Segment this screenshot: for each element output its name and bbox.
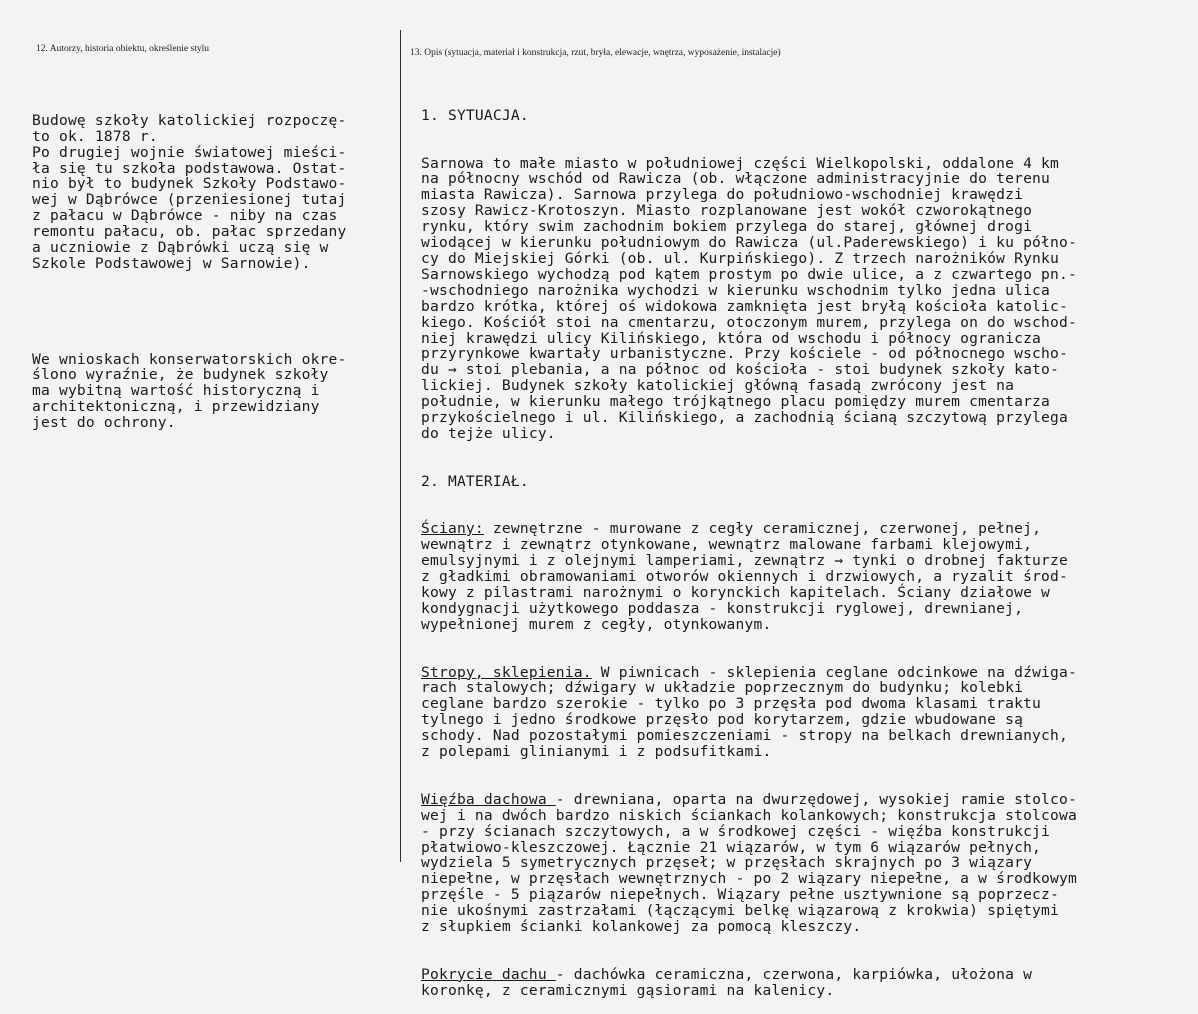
walls-text — [421, 521, 1077, 632]
text-line: kondygnacji użytkowego poddasza - konstrukcji ryglowej, drewnianej, — [421, 599, 1024, 617]
roof-truss-text — [421, 792, 1077, 935]
history-column — [32, 81, 347, 447]
text-line-content: W piwnicach - sklepienia ceglane odcinkowe na dźwiga- — [591, 663, 1078, 681]
description-column — [421, 76, 1077, 1014]
text-line: lickiej. Budynek szkoły katolickiej główną fasadą zwrócony jest na — [421, 377, 1015, 395]
text-line: wej i na dwóch bardzo niskich ściankach kolankowych; konstrukcja stolcowa — [421, 806, 1077, 824]
text-line: We wnioskach konserwatorskich okre- — [32, 350, 347, 368]
text-line: kiego. Kościół stoi na cmentarzu, otoczonym murem, przylega on do wschod- — [421, 313, 1077, 331]
text-line: nie ukośnymi zastrzałami (łączącymi belkę wiązarową z krokwia) spiętymi — [421, 902, 1060, 920]
text-line: wej w Dąbrówce (przeniesionej tutaj — [32, 191, 347, 209]
text-line: do tejże ulicy. — [421, 424, 556, 442]
text-line: wewnątrz i zewnątrz otynkowane, wewnątrz malowane farbami klejowymi, — [421, 536, 1033, 554]
text-line: kowy z pilastrami narożnymi o korynckich kapitelach. Ściany działowe w — [421, 584, 1051, 601]
history-paragraph-1 — [32, 113, 347, 272]
text-line: rach stalowych; dźwigary w układzie poprzecznym do budynku; kolebki — [421, 679, 1024, 697]
text-line-content: - dachówka ceramiczna, czerwona, karpiówka, ułożona w — [555, 965, 1033, 983]
subsection-label: Więźba dachowa — [421, 790, 556, 808]
text-line: to ok. 1878 r. — [32, 127, 158, 145]
text-line: wydziela 5 symetrycznych przęseł; w przęsłach skrajnych po 3 wiązary — [421, 854, 1033, 872]
text-line — [421, 665, 1077, 681]
text-line: przęśle - 5 piązarów niepełnych. Wiązary pełne usztywnione są poprzecz- — [421, 886, 1060, 904]
ceilings-text — [421, 665, 1077, 760]
text-line: ceglane bardzo szerokie - tylko po 3 przęsła pod dwoma klasami traktu — [421, 695, 1042, 713]
text-line: z słupkiem ścianki kolankowej za pomocą kleszczy. — [421, 918, 862, 936]
subsection-label: Ściany: — [421, 520, 484, 538]
text-line — [421, 967, 1077, 983]
column-divider — [400, 30, 401, 862]
text-line — [421, 521, 1077, 537]
text-line: tylnego i jedno środkowe przęsło pod korytarzem, gdzie wbudowane są — [421, 711, 1024, 729]
roofing-text — [421, 967, 1077, 999]
text-line: płatwiowo-kleszczowej. Łącznie 21 wiązarów, w tym 6 wiązarów pełnych, — [421, 838, 1042, 856]
text-line: bardzo krótka, której oś widokowa zamknięta jest bryłą kościoła katolic- — [421, 297, 1069, 315]
text-line-content: zewnętrzne - murowane z cegły ceramicznej, czerwonej, pełnej, — [483, 520, 1042, 538]
text-line — [421, 792, 1077, 808]
text-line: przyrynkowe kwartały urbanistyczne. Przy kościele - od północnego wscho- — [421, 345, 1069, 363]
text-line: architektoniczną, i przewidziany — [32, 398, 320, 416]
text-line: niepełne, w przęsłach wewnętrznych - po 2 wiązary niepełne, a w środkowym — [421, 870, 1077, 888]
text-line: Szkole Podstawowej w Sarnowie). — [32, 254, 311, 272]
text-line-content: - drewniana, oparta na dwurzędowej, wysokiej ramie stolco- — [555, 790, 1077, 808]
situation-text — [421, 156, 1077, 442]
text-line: niej krawędzi ulicy Kilińskiego, która od wschodu i północy ogranicza — [421, 329, 1042, 347]
text-line: Po drugiej wojnie światowej mieści- — [32, 143, 347, 161]
text-line: przykościelnego i ul. Kilińskiego, a zachodnią ścianą szczytową przylega — [421, 409, 1069, 427]
text-line: remontu pałacu, ob. pałac sprzedany — [32, 223, 347, 241]
text-line: Budowę szkoły katolickiej rozpoczę- — [32, 111, 347, 129]
text-line: - przy ścianach szczytowych, a w środkowej części - więźba konstrukcji — [421, 822, 1051, 840]
text-line: -wschodniego narożnika wychodzi w kierunku wschodnim tylko jedna ulica — [421, 281, 1051, 299]
right-field-label: 13. Opis (sytuacja, materiał i konstrukcja, rzut, bryła, elewacje, wnętrza, wyposażenie, instalacje) — [410, 48, 781, 58]
text-line: Sarnowa to małe miasto w południowej części Wielkopolski, oddalone 4 km — [421, 154, 1060, 172]
text-line: południe, w kierunku małego trójkątnego placu pomiędzy murem cmentarza — [421, 393, 1051, 411]
text-line: jest do ochrony. — [32, 414, 176, 432]
text-line: z pałacu w Dąbrówce - niby na czas — [32, 207, 338, 225]
text-line: wypełnionej murem z cegły, otynkowanym. — [421, 615, 772, 633]
subsection-label: Pokrycie dachu — [421, 965, 556, 983]
text-line: emulsyjnymi i z olejnymi lamperiami, zewnątrz → tynki o drobnej fakturze — [421, 552, 1069, 570]
text-line: rynku, który swim zachodnim bokiem przylega do starej, głównej drogi — [421, 218, 1033, 236]
section-heading-situation: 1. SYTUACJA. — [421, 106, 529, 124]
text-line: du → stoi plebania, a na północ od kościoła - stoi budynek szkoły kato- — [421, 361, 1060, 379]
text-line: cy do Miejskiej Górki (ob. ul. Kurpińskiego). Z trzech narożników Rynku — [421, 249, 1060, 267]
history-paragraph-2 — [32, 352, 347, 432]
text-line: ła się tu szkoła podstawowa. Ostat- — [32, 159, 347, 177]
text-line: Sarnowskiego wychodzą pod kątem prostym po dwie ulice, a z czwartego pn.- — [421, 265, 1077, 283]
text-line: z polepami glinianymi i z podsufitkami. — [421, 743, 772, 761]
text-line: szosy Rawicz-Krotoszyn. Miasto rozplanowane jest wokół czworokątnego — [421, 202, 1033, 220]
text-line: schody. Nad pozostałymi pomieszczeniami - stropy na belkach drewnianych, — [421, 727, 1069, 745]
text-line: wiodącej w kierunku południowym do Rawicza (ul.Paderewskiego) i ku półno- — [421, 234, 1077, 252]
left-field-label: 12. Autorzy, historia obiektu, określenie stylu — [36, 44, 209, 54]
text-line: ślono wyraźnie, że budynek szkoły — [32, 366, 329, 384]
text-line: koronkę, z ceramicznymi gąsiorami na kalenicy. — [421, 981, 835, 999]
text-line: nio był to budynek Szkoły Podstawo- — [32, 175, 347, 193]
text-line: ma wybitną wartość historyczną i — [32, 382, 320, 400]
text-line: a uczniowie z Dąbrówki uczą się w — [32, 239, 329, 257]
text-line: z gładkimi obramowaniami otworów okiennych i drzwiowych, a ryzalit środ- — [421, 568, 1069, 586]
text-line: miasta Rawicza). Sarnowa przylega do południowo-wschodniej krawędzi — [421, 186, 1024, 204]
section-heading-material: 2. MATERIAŁ. — [421, 472, 529, 490]
subsection-label: Stropy, sklepienia. — [421, 663, 592, 681]
text-line: na północny wschód od Rawicza (ob. włączone administracyjnie do terenu — [421, 170, 1051, 188]
